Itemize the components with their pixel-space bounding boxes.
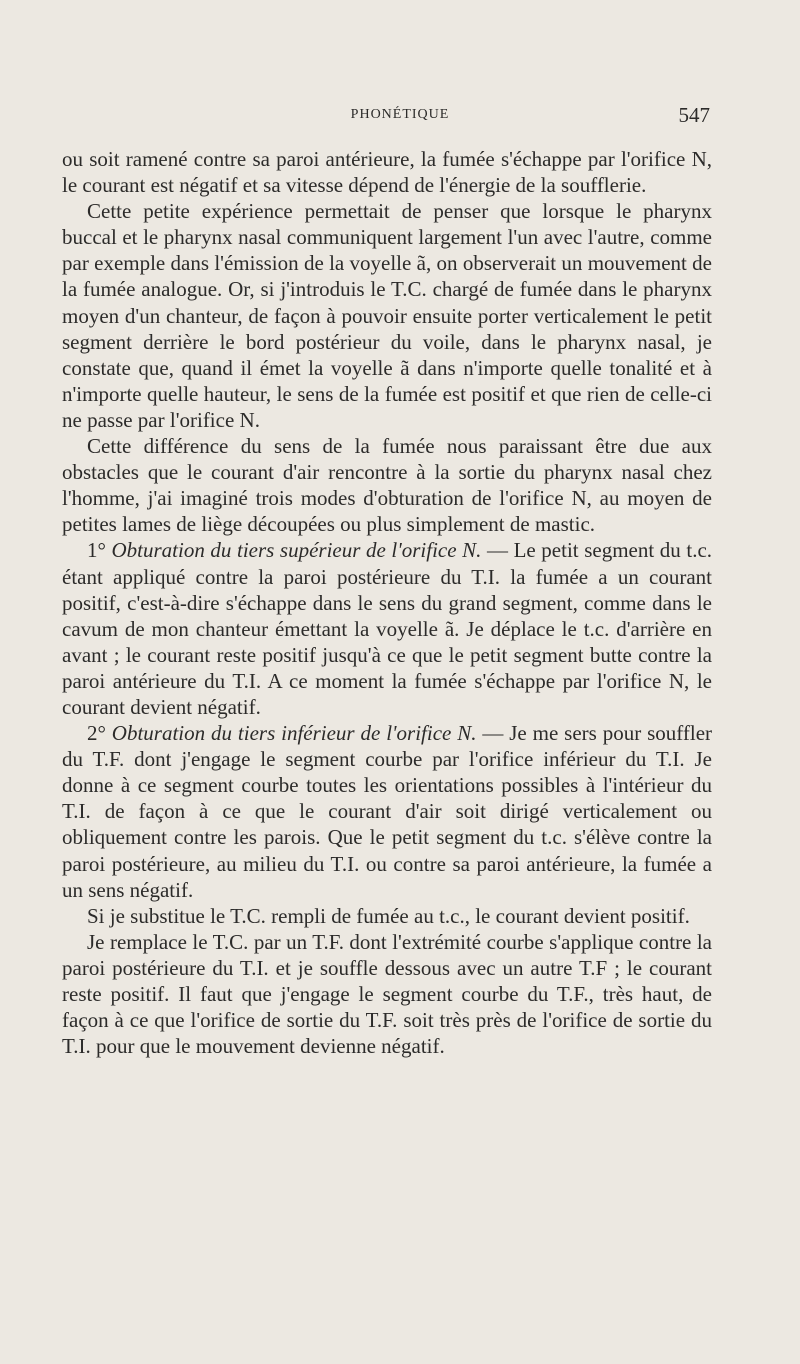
- paragraph-obturation-1: [62, 537, 712, 720]
- section-number: 2°: [87, 721, 106, 746]
- section-heading: Obturation du tiers supérieur de l'orifice N.: [111, 538, 482, 563]
- paragraph: [62, 903, 712, 929]
- paragraph-text: Je remplace le T.C. par un T.F. dont l'extrémité courbe s'applique contre la paroi postérieure du T.I. et je souffle dessous avec un autre T.F ; le courant reste positif. Il faut que j'engage le segment courbe du T.F., très haut, de façon à ce que l'orifice de sortie du T.F. soit très près de l'orifice de sortie du T.I. pour que le mouvement devienne négatif.: [62, 929, 712, 1059]
- page-number: 547: [678, 103, 710, 127]
- paragraph: [62, 433, 712, 537]
- paragraph-text: — Le petit segment du t.c. étant appliqué contre la paroi postérieure du T.I. la fumée a un courant positif, c'est-à-dire s'échappe dans le sens du grand segment, comme dans le cavum de mon chanteur émettant la voyelle ã. Je déplace le t.c. d'arrière en avant ; le courant reste positif jusqu'à ce que le petit segment butte contre la paroi antérieure du T.I. A ce moment la fumée s'échappe par l'orifice N, le courant devient négatif.: [62, 538, 713, 719]
- section-heading: Obturation du tiers inférieur de l'orifice N.: [111, 721, 477, 746]
- paragraph-obturation-2: [62, 720, 712, 903]
- body-text: [62, 146, 712, 1059]
- paragraph-text: — Je me sers pour souffler du T.F. dont j'engage le segment courbe par l'orifice inférieur du T.I. Je donne à ce segment courbe toutes les orientations possibles à l'intérieur du T.I. de façon à ce que le courant d'air soit dirigé verticalement ou obliquement contre les parois. Que le petit segment du t.c. s'élève contre la paroi postérieure, au milieu du T.I. ou contre sa paroi antérieure, la fumée a un sens négatif.: [62, 721, 713, 902]
- paragraph-text: Cette différence du sens de la fumée nous paraissant être due aux obstacles que le courant d'air rencontre à la sortie du pharynx nasal chez l'homme, j'ai imaginé trois modes d'obturation de l'orifice N, au moyen de petites lames de liège découpées ou plus simplement de mastic.: [62, 434, 712, 537]
- paragraph: [62, 929, 712, 1059]
- paragraph-text: Cette petite expérience permettait de penser que lorsque le pharynx buccal et le pharynx nasal communiquent largement l'un avec l'autre, comme par exemple dans l'émission de la voyelle ã, on observerait un mouvement de la fumée analogue. Or, si j'introduis le T.C. chargé de fumée dans le pharynx moyen d'un chanteur, de façon à pouvoir ensuite porter verticalement le petit segment derrière le bord postérieur du voile, dans le pharynx nasal, je constate que, quand il émet la voyelle ã dans n'importe quelle tonalité et à n'importe quelle hauteur, le sens de la fumée est positif et que rien de celle-ci ne passe par l'orifice N.: [62, 199, 712, 432]
- section-number: 1°: [87, 538, 106, 563]
- paragraph-text: Si je substitue le T.C. rempli de fumée au t.c., le courant devient positif.: [87, 903, 690, 928]
- paragraph-text: ou soit ramené contre sa paroi antérieure, la fumée s'échappe par l'orifice N, le courant est négatif et sa vitesse dépend de l'énergie de la soufflerie.: [62, 147, 712, 198]
- page-header: [0, 103, 800, 133]
- running-title: PHONÉTIQUE: [350, 107, 450, 122]
- paragraph: [62, 198, 712, 433]
- paragraph-continuation: [62, 146, 712, 198]
